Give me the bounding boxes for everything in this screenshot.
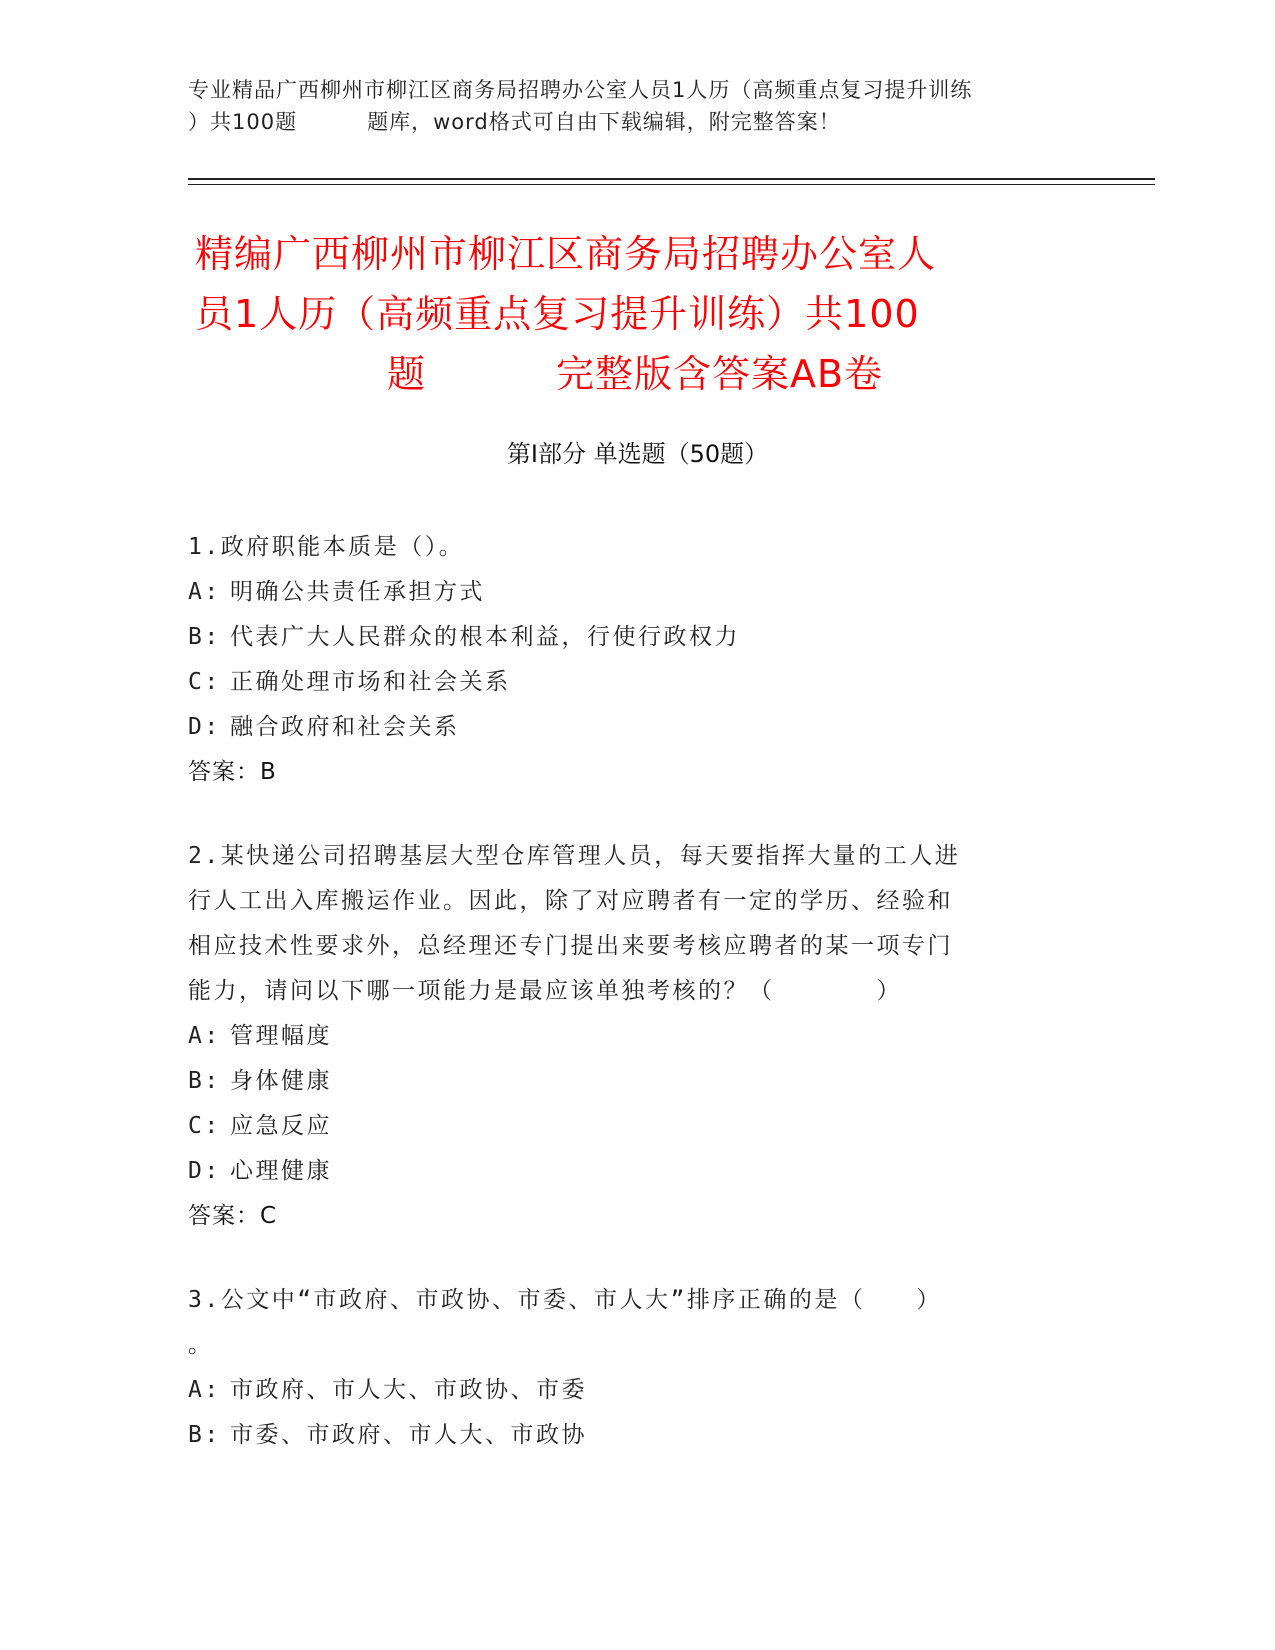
answer-line: 答案：B <box>188 759 277 785</box>
option-a <box>188 570 1068 615</box>
option-letter: A: <box>188 1377 221 1403</box>
header-divider-thick <box>188 178 1155 180</box>
option-letter: B: <box>188 1422 221 1448</box>
option-b <box>188 1413 1068 1458</box>
option-d <box>188 1149 1068 1194</box>
option-letter: B: <box>188 624 221 650</box>
title-line-2: 员1人历（高频重点复习提升训练）共100 <box>195 292 920 336</box>
document-header-note <box>188 74 1088 138</box>
question-text: 能力，请问以下哪一项能力是最应该单独考核的？（ ） <box>188 978 902 1004</box>
option-d <box>188 705 1068 750</box>
option-b <box>188 615 1068 660</box>
question-1 <box>188 525 1068 795</box>
option-text: 代表广大人民群众的根本利益，行使行政权力 <box>230 624 740 650</box>
option-c <box>188 1104 1068 1149</box>
option-letter: A: <box>188 1023 221 1049</box>
header-line-2-start: ）共100题 <box>188 110 298 134</box>
section-heading: 第Ⅰ部分 单选题（50题） <box>506 440 769 468</box>
option-letter: A: <box>188 579 221 605</box>
option-letter: B: <box>188 1068 221 1094</box>
title-line-3-end: 完整版含答案AB卷 <box>555 352 884 396</box>
option-text: 明确公共责任承担方式 <box>230 579 485 605</box>
question-text: 2.某快递公司招聘基层大型仓库管理人员，每天要指挥大量的工人进 <box>188 843 961 869</box>
option-text: 市委、市政府、市人大、市政协 <box>230 1422 587 1448</box>
title-line-1: 精编广西柳州市柳江区商务局招聘办公室人 <box>195 232 937 276</box>
option-text: 管理幅度 <box>230 1023 332 1049</box>
header-line-1: 专业精品广西柳州市柳江区商务局招聘办公室人员1人历（高频重点复习提升训练 <box>188 78 973 102</box>
option-letter: C: <box>188 669 221 695</box>
question-text: 。 <box>188 1332 214 1358</box>
title-line-3 <box>195 344 1075 404</box>
answer-line: 答案：C <box>188 1203 278 1229</box>
question-text: 相应技术性要求外，总经理还专门提出来要考核应聘者的某一项专门 <box>188 933 953 959</box>
header-divider-thin <box>188 184 1155 185</box>
option-b <box>188 1059 1068 1104</box>
question-text: 3.公文中“市政府、市政协、市委、市人大”排序正确的是（ ） <box>188 1287 942 1313</box>
question-text: 行人工出入库搬运作业。因此，除了对应聘者有一定的学历、经验和 <box>188 888 953 914</box>
question-2 <box>188 834 1068 1239</box>
title-line-3-start: 题 <box>386 352 426 396</box>
option-text: 市政府、市人大、市政协、市委 <box>230 1377 587 1403</box>
document-title <box>195 224 1075 404</box>
question-3 <box>188 1278 1068 1458</box>
option-text: 心理健康 <box>230 1158 332 1184</box>
option-text: 正确处理市场和社会关系 <box>230 669 511 695</box>
header-line-2 <box>188 106 1088 138</box>
header-line-2-end: 题库，word格式可自由下载编辑，附完整答案！ <box>367 110 841 134</box>
option-text: 应急反应 <box>230 1113 332 1139</box>
option-a <box>188 1368 1068 1413</box>
option-c <box>188 660 1068 705</box>
question-list <box>188 525 1068 1497</box>
option-text: 融合政府和社会关系 <box>230 714 460 740</box>
question-text: 1.政府职能本质是（）。 <box>188 534 465 560</box>
option-letter: C: <box>188 1113 221 1139</box>
option-letter: D: <box>188 714 221 740</box>
option-text: 身体健康 <box>230 1068 332 1094</box>
option-a <box>188 1014 1068 1059</box>
option-letter: D: <box>188 1158 221 1184</box>
